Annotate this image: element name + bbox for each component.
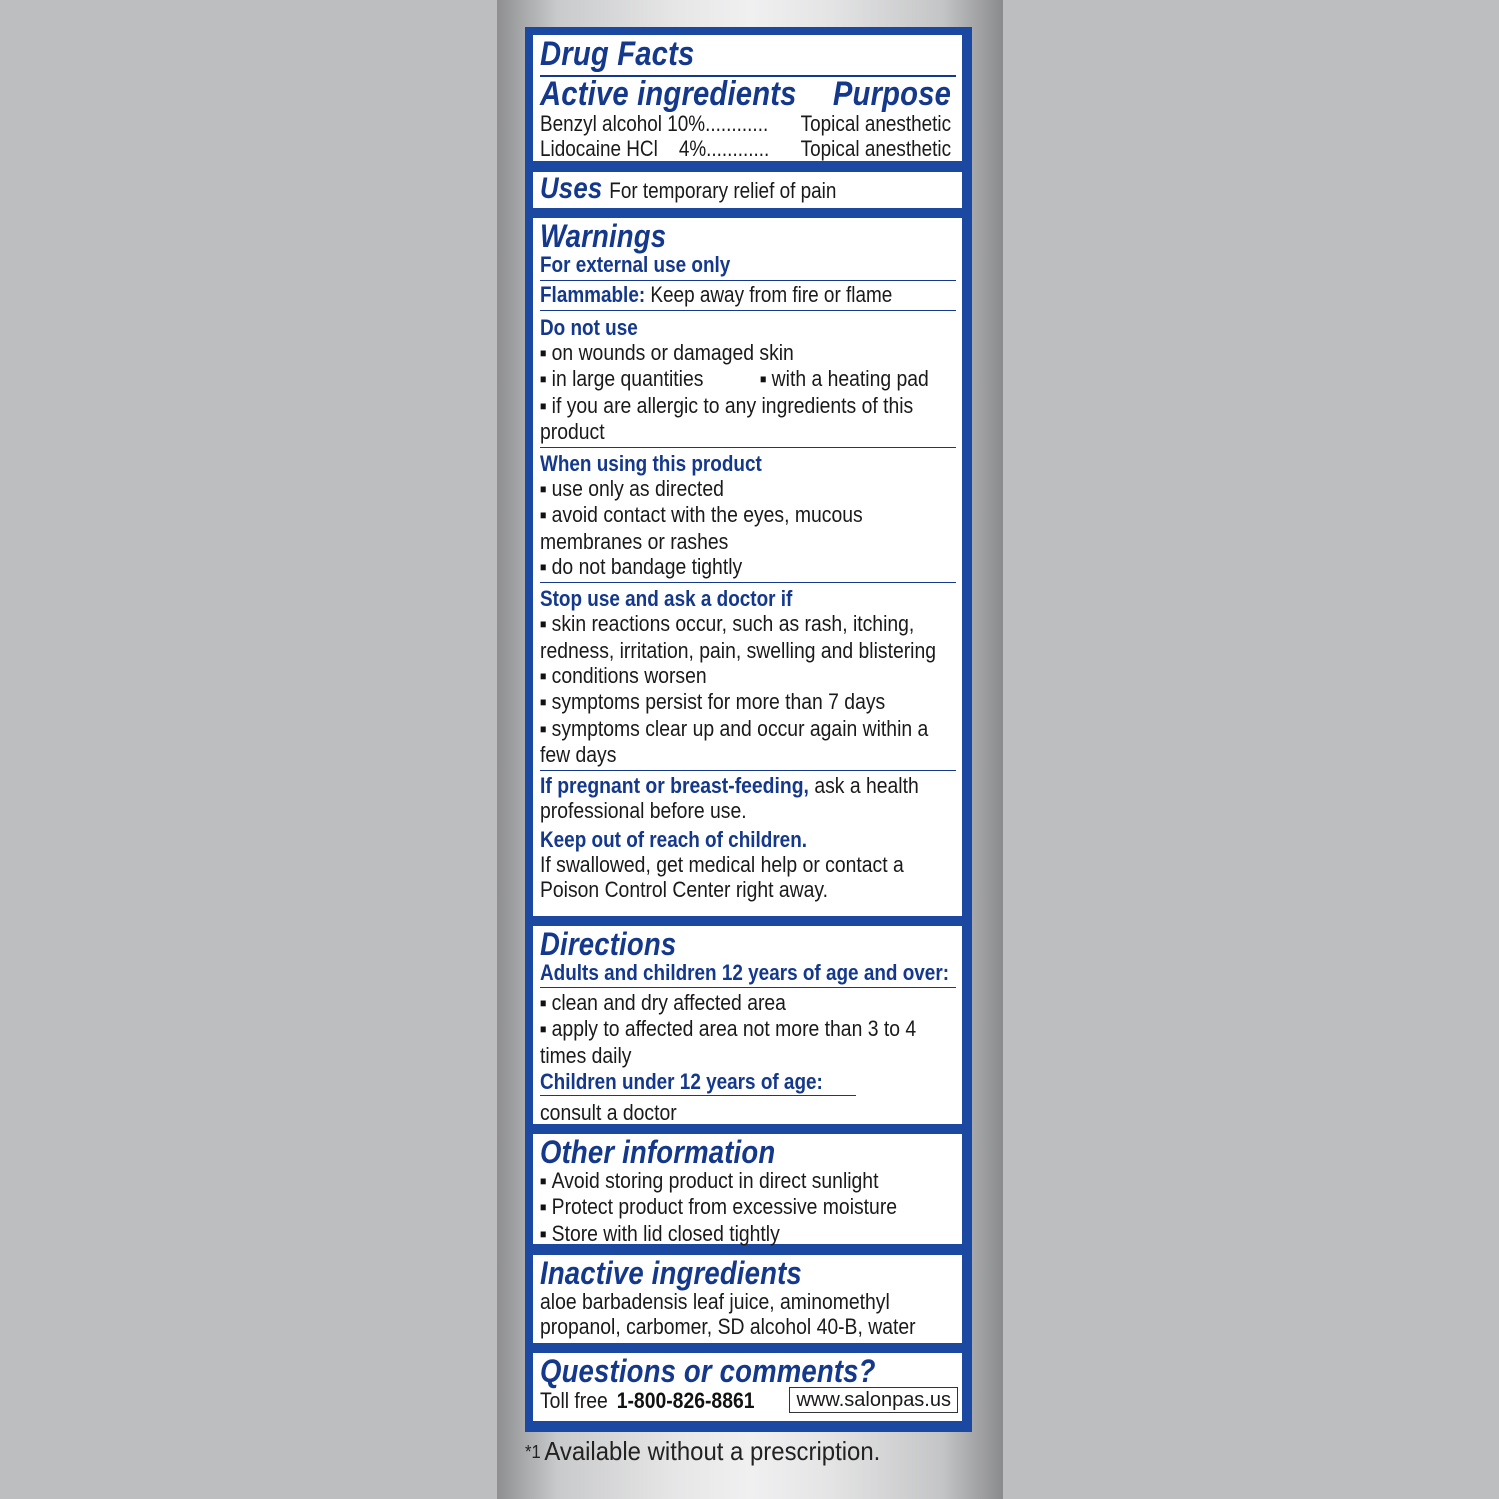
directions-section — [533, 926, 962, 1124]
ingredient-row — [540, 136, 951, 161]
uses-heading: Uses — [540, 172, 603, 205]
questions-heading: Questions or comments? — [540, 1353, 876, 1389]
children-warning-text: If swallowed, get medical help or contact a Poison Control Center right away. — [540, 851, 904, 903]
uses-text: For temporary relief of pain — [609, 178, 837, 203]
footnote — [525, 1436, 880, 1467]
pregnant-label: If pregnant or breast-feeding, — [540, 773, 809, 799]
ingredient-purpose: Topical anesthetic — [800, 136, 952, 162]
list-item: ■ clean and dry affected area — [540, 990, 954, 1016]
external-use-label: For external use only — [540, 252, 731, 277]
stop-use-list — [540, 611, 954, 767]
warnings-section — [533, 218, 962, 916]
ingredient-name: Lidocaine HCl 4%............ — [540, 136, 770, 162]
active-ingredients-heading: Active ingredients — [540, 75, 797, 113]
inactive-ingredients-text: aloe barbadensis leaf juice, aminomethyl propanol, carbomer, SD alcohol 40-B, water — [540, 1289, 916, 1340]
active-heading-row — [540, 77, 951, 111]
inactive-ingredients-section — [533, 1255, 962, 1343]
footnote-text: Available without a prescription. — [544, 1436, 881, 1466]
flammable-label: Flammable: — [540, 282, 646, 307]
phone-number: 1-800-826-8861 — [616, 1388, 755, 1413]
divider — [540, 310, 956, 311]
list-item: ■ symptoms clear up and occur again within a few days — [540, 716, 954, 768]
flammable-line — [540, 281, 898, 308]
list-item-pair — [540, 366, 954, 392]
list-item: ■ Avoid storing product in direct sunlight — [540, 1168, 954, 1194]
list-item: ■ with a heating pad — [760, 366, 929, 392]
questions-section — [533, 1353, 962, 1421]
list-item: ■ Store with lid closed tightly — [540, 1221, 954, 1247]
active-ingredients-section — [533, 35, 962, 161]
divider — [540, 987, 956, 988]
divider — [540, 582, 956, 583]
ingredient-row — [540, 111, 951, 136]
drug-facts-title: Drug Facts — [540, 35, 695, 73]
ingredient-name: Benzyl alcohol 10%............ — [540, 111, 769, 136]
stop-use-heading: Stop use and ask a doctor if — [540, 586, 793, 612]
inactive-ingredients-heading: Inactive ingredients — [540, 1255, 802, 1291]
list-item: ■ on wounds or damaged skin — [540, 340, 954, 366]
list-item: ■ in large quantities — [540, 366, 760, 392]
children-directions-label: Children under 12 years of age: — [540, 1068, 823, 1094]
do-not-use-list — [540, 340, 954, 444]
children-warning-label: Keep out of reach of children. — [540, 826, 808, 852]
toll-free-label: Toll free — [540, 1388, 608, 1413]
list-item: ■ if you are allergic to any ingredients of this product — [540, 393, 954, 445]
pregnant-text: ask a health professional before use. — [540, 773, 919, 824]
divider — [540, 770, 956, 771]
list-item: ■ skin reactions occur, such as rash, itching, redness, irritation, pain, swelling and blistering — [540, 611, 954, 663]
adults-directions-list — [540, 990, 954, 1068]
pregnant-warning — [540, 773, 954, 824]
divider — [540, 447, 956, 448]
adults-label: Adults and children 12 years of age and over: — [540, 960, 949, 985]
warnings-heading: Warnings — [540, 218, 667, 254]
flammable-text: Keep away from fire or flame — [650, 282, 893, 307]
uses-line — [540, 174, 898, 204]
footnote-mark: *1 — [525, 1442, 541, 1462]
do-not-use-heading: Do not use — [540, 315, 638, 340]
when-using-list — [540, 476, 954, 580]
list-item: ■ symptoms persist for more than 7 days — [540, 689, 954, 715]
other-information-list — [540, 1168, 954, 1247]
list-item: ■ use only as directed — [540, 476, 954, 502]
list-item: ■ do not bandage tightly — [540, 554, 954, 580]
children-directions-text: consult a doctor — [540, 1099, 677, 1125]
purpose-heading: Purpose — [832, 75, 952, 113]
other-information-heading: Other information — [540, 1134, 776, 1170]
other-information-section — [533, 1134, 962, 1244]
ingredient-purpose: Topical anesthetic — [800, 111, 952, 136]
divider — [540, 1095, 856, 1096]
list-item: ■ conditions worsen — [540, 663, 954, 689]
list-item: ■ Protect product from excessive moisture — [540, 1194, 954, 1220]
list-item: ■ apply to affected area not more than 3 to 4 times daily — [540, 1016, 954, 1068]
website-link[interactable]: www.salonpas.us — [789, 1387, 958, 1413]
directions-heading: Directions — [540, 926, 677, 962]
when-using-heading: When using this product — [540, 451, 762, 477]
uses-section — [533, 172, 962, 208]
list-item: ■ avoid contact with the eyes, mucous membranes or rashes — [540, 502, 954, 554]
